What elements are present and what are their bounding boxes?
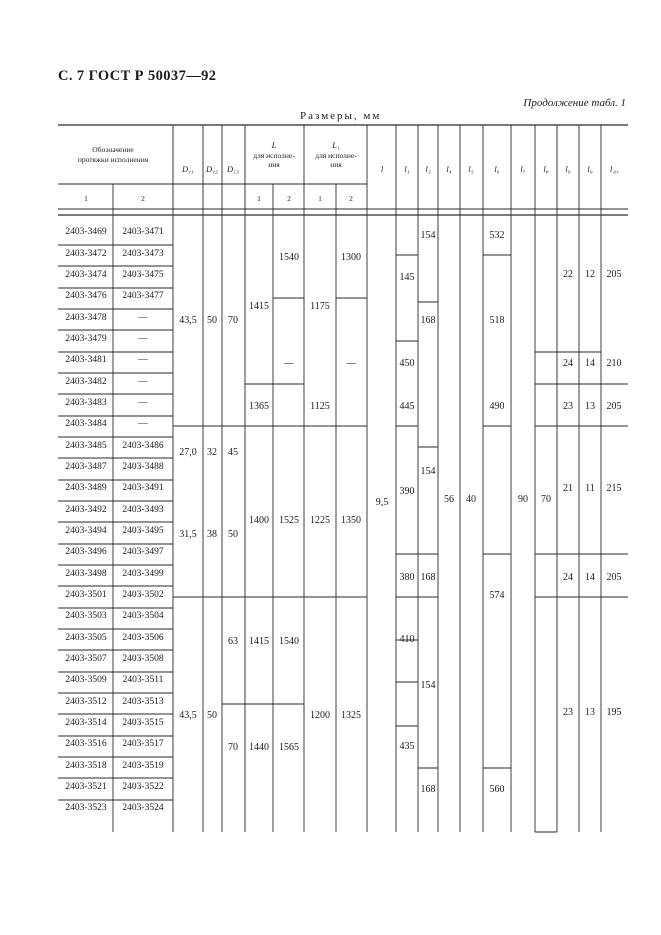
- l3-header: l₃: [425, 164, 431, 174]
- row-7-exec2: —: [138, 355, 148, 365]
- value-l10-d: 215: [606, 483, 622, 494]
- row-8-exec2: —: [138, 377, 148, 387]
- value-d13-c: 50: [228, 529, 238, 540]
- row-4-exec2: 2403-3477: [122, 291, 164, 301]
- value-Lx1-a: 1175: [310, 301, 330, 312]
- row-11-exec1: 2403-3485: [65, 441, 107, 451]
- row-17-exec2: 2403-3499: [122, 569, 164, 579]
- row-25-exec2: 2403-3517: [122, 739, 164, 749]
- value-l8-a: 532: [489, 230, 505, 241]
- value-l9-a: 12: [585, 269, 595, 280]
- l-header: l: [380, 164, 384, 174]
- row-18-exec1: 2403-3501: [65, 590, 107, 600]
- row-1-exec2: 2403-3471: [122, 227, 164, 237]
- value-l3-b: 450: [399, 358, 415, 369]
- l7-header: l₇: [520, 164, 526, 174]
- value-L1-d: 1415: [249, 636, 269, 647]
- row-15-exec1: 2403-3494: [65, 526, 107, 536]
- row-10-exec1: 2403-3484: [65, 419, 107, 429]
- value-L2-b: —: [284, 358, 294, 369]
- L1-header-2: для исполне-: [315, 151, 357, 160]
- value-d11-a: 43,5: [179, 315, 197, 326]
- value-l10-c: 205: [606, 401, 622, 412]
- value-d12-a: 50: [207, 315, 217, 326]
- row-4-exec1: 2403-3476: [65, 291, 107, 301]
- value-Lx1-b: 1125: [310, 401, 330, 412]
- value-L1-e: 1440: [249, 742, 269, 753]
- page-label: С. 7 ГОСТ Р 50037—92: [58, 68, 217, 84]
- l6-header: l₆: [494, 164, 500, 174]
- row-23-exec2: 2403-3513: [122, 697, 164, 707]
- value-l3-g: 435: [399, 741, 415, 752]
- value-l4-a: 154: [420, 230, 436, 241]
- value-l3-d: 390: [399, 486, 415, 497]
- row-16-exec2: 2403-3497: [122, 547, 164, 557]
- row-22-exec1: 2403-3509: [65, 675, 107, 685]
- value-l3-c: 445: [399, 401, 415, 412]
- d13-header: D₁₃: [226, 164, 240, 174]
- value-l3-e: 380: [399, 572, 415, 583]
- designation-header: Обозначение: [92, 145, 134, 154]
- value-Lx1-d: 1200: [310, 710, 330, 721]
- value-l9-f: 13: [585, 707, 595, 718]
- value-L2-a: 1540: [279, 252, 299, 263]
- value-Lx2-d: 1325: [341, 710, 361, 721]
- row-5-exec1: 2403-3478: [65, 313, 107, 323]
- table-values: [179, 230, 621, 795]
- row-26-exec1: 2403-3518: [65, 761, 107, 771]
- value-l5b-all: 90: [518, 494, 528, 505]
- row-2-exec2: 2403-3473: [122, 249, 164, 259]
- value-l10-a: 205: [606, 269, 622, 280]
- value-d12-d: 50: [207, 710, 217, 721]
- row-28-exec1: 2403-3523: [65, 803, 107, 813]
- value-l8-b: 518: [489, 315, 505, 326]
- L1-header-3: ния: [330, 160, 342, 169]
- continuation-label: Продолжение табл. 1: [523, 97, 626, 109]
- d12-header: D₁₂: [205, 164, 219, 174]
- row-18-exec2: 2403-3502: [122, 590, 164, 600]
- L1-sub1: 1: [318, 194, 322, 203]
- row-28-exec2: 2403-3524: [122, 803, 164, 813]
- l5-header: l₅: [468, 164, 474, 174]
- l4-header: l₄: [446, 164, 452, 174]
- l10-header: l₁₀: [609, 164, 619, 174]
- row-13-exec1: 2403-3489: [65, 483, 107, 493]
- l9-header: l₉: [565, 164, 571, 174]
- value-d13-b: 45: [228, 447, 238, 458]
- value-l7-b: 24: [563, 358, 573, 369]
- value-l9-d: 11: [585, 483, 595, 494]
- row-17-exec1: 2403-3498: [65, 569, 107, 579]
- L1-header: L₁: [332, 140, 340, 150]
- value-l4-e: 154: [420, 680, 436, 691]
- row-16-exec1: 2403-3496: [65, 547, 107, 557]
- value-Lx2-b: —: [346, 358, 356, 369]
- value-d11-d: 43,5: [179, 710, 197, 721]
- row-15-exec2: 2403-3495: [122, 526, 164, 536]
- value-l4-c: 154: [420, 466, 436, 477]
- l1-header: l₁: [404, 164, 410, 174]
- L-sub2: 2: [287, 194, 291, 203]
- value-d11-b: 27,0: [179, 447, 197, 458]
- value-l9-c: 13: [585, 401, 595, 412]
- row-26-exec2: 2403-3519: [122, 761, 164, 771]
- row-6-exec2: —: [138, 334, 148, 344]
- designation-header-2: протяжки исполнения: [77, 155, 149, 164]
- row-24-exec1: 2403-3514: [65, 718, 107, 728]
- value-l5-all: 56: [444, 494, 454, 505]
- row-3-exec1: 2403-3474: [65, 270, 107, 280]
- value-l7-d: 21: [563, 483, 573, 494]
- value-l8-c: 490: [489, 401, 505, 412]
- row-12-exec1: 2403-3487: [65, 462, 107, 472]
- value-l-all: 9,5: [375, 497, 389, 508]
- row-19-exec1: 2403-3503: [65, 611, 107, 621]
- exec2-header: 2: [141, 194, 145, 203]
- row-21-exec2: 2403-3508: [122, 654, 164, 664]
- value-l8-d: 574: [489, 590, 505, 601]
- value-l4-f: 168: [420, 784, 436, 795]
- l9b-header: l₉: [587, 164, 593, 174]
- exec1-header: 1: [84, 194, 88, 203]
- row-27-exec2: 2403-3522: [122, 782, 164, 792]
- l8-header: l₈: [543, 164, 549, 174]
- value-L2-c: 1525: [279, 515, 299, 526]
- row-13-exec2: 2403-3491: [122, 483, 164, 493]
- row-3-exec2: 2403-3475: [122, 270, 164, 280]
- row-9-exec2: —: [138, 398, 148, 408]
- value-l7-a: 22: [563, 269, 573, 280]
- value-d13-d: 63: [228, 636, 238, 647]
- L-header: L: [271, 140, 277, 150]
- value-l9-e: 14: [585, 572, 595, 583]
- row-23-exec1: 2403-3512: [65, 697, 107, 707]
- value-L1-c: 1400: [249, 515, 269, 526]
- row-10-exec2: —: [138, 419, 148, 429]
- value-l10-e: 205: [606, 572, 622, 583]
- row-27-exec1: 2403-3521: [65, 782, 107, 792]
- value-l7-c: 23: [563, 401, 573, 412]
- value-l4-d: 168: [420, 572, 436, 583]
- row-7-exec1: 2403-3481: [65, 355, 107, 365]
- value-l6-all: 40: [466, 494, 476, 505]
- row-19-exec2: 2403-3504: [122, 611, 164, 621]
- value-d12-b: 32: [207, 447, 217, 458]
- row-6-exec1: 2403-3479: [65, 334, 107, 344]
- value-Lx1-c: 1225: [310, 515, 330, 526]
- value-l10-b: 210: [606, 358, 622, 369]
- row-2-exec1: 2403-3472: [65, 249, 107, 259]
- value-l7-e: 24: [563, 572, 573, 583]
- L-header-2: для исполне-: [253, 151, 295, 160]
- value-l6b-all: 70: [541, 494, 551, 505]
- value-d12-c: 38: [207, 529, 217, 540]
- row-25-exec1: 2403-3516: [65, 739, 107, 749]
- value-L2-d: 1540: [279, 636, 299, 647]
- row-1-exec1: 2403-3469: [65, 227, 107, 237]
- d11-header: D₁₁: [181, 164, 195, 174]
- row-5-exec2: —: [138, 313, 148, 323]
- row-9-exec1: 2403-3483: [65, 398, 107, 408]
- row-20-exec2: 2403-3506: [122, 633, 164, 643]
- value-d13-e: 70: [228, 742, 238, 753]
- row-24-exec2: 2403-3515: [122, 718, 164, 728]
- L1-sub2: 2: [349, 194, 353, 203]
- row-14-exec2: 2403-3493: [122, 505, 164, 515]
- row-8-exec1: 2403-3482: [65, 377, 107, 387]
- value-l3-a: 145: [399, 272, 415, 283]
- L-header-3: ния: [268, 160, 280, 169]
- value-d13-a: 70: [228, 315, 238, 326]
- row-14-exec1: 2403-3492: [65, 505, 107, 515]
- designation-rows: [65, 227, 163, 813]
- value-L1-b: 1365: [249, 401, 269, 412]
- row-20-exec1: 2403-3505: [65, 633, 107, 643]
- value-l9-b: 14: [585, 358, 595, 369]
- value-L2-e: 1565: [279, 742, 299, 753]
- row-21-exec1: 2403-3507: [65, 654, 107, 664]
- value-l4-b: 168: [420, 315, 436, 326]
- value-d11-c: 31,5: [179, 529, 197, 540]
- value-l10-f: 195: [606, 707, 622, 718]
- row-11-exec2: 2403-3486: [122, 441, 164, 451]
- L-sub1: 1: [257, 194, 261, 203]
- row-12-exec2: 2403-3488: [122, 462, 164, 472]
- value-L1-a: 1415: [249, 301, 269, 312]
- value-l3-f: 410: [399, 634, 415, 645]
- row-22-exec2: 2403-3511: [122, 675, 164, 685]
- value-l7-f: 23: [563, 707, 573, 718]
- value-Lx2-a: 1300: [341, 252, 361, 263]
- value-Lx2-c: 1350: [341, 515, 361, 526]
- table-title: Размеры, мм: [300, 110, 382, 122]
- value-l8-e: 560: [489, 784, 505, 795]
